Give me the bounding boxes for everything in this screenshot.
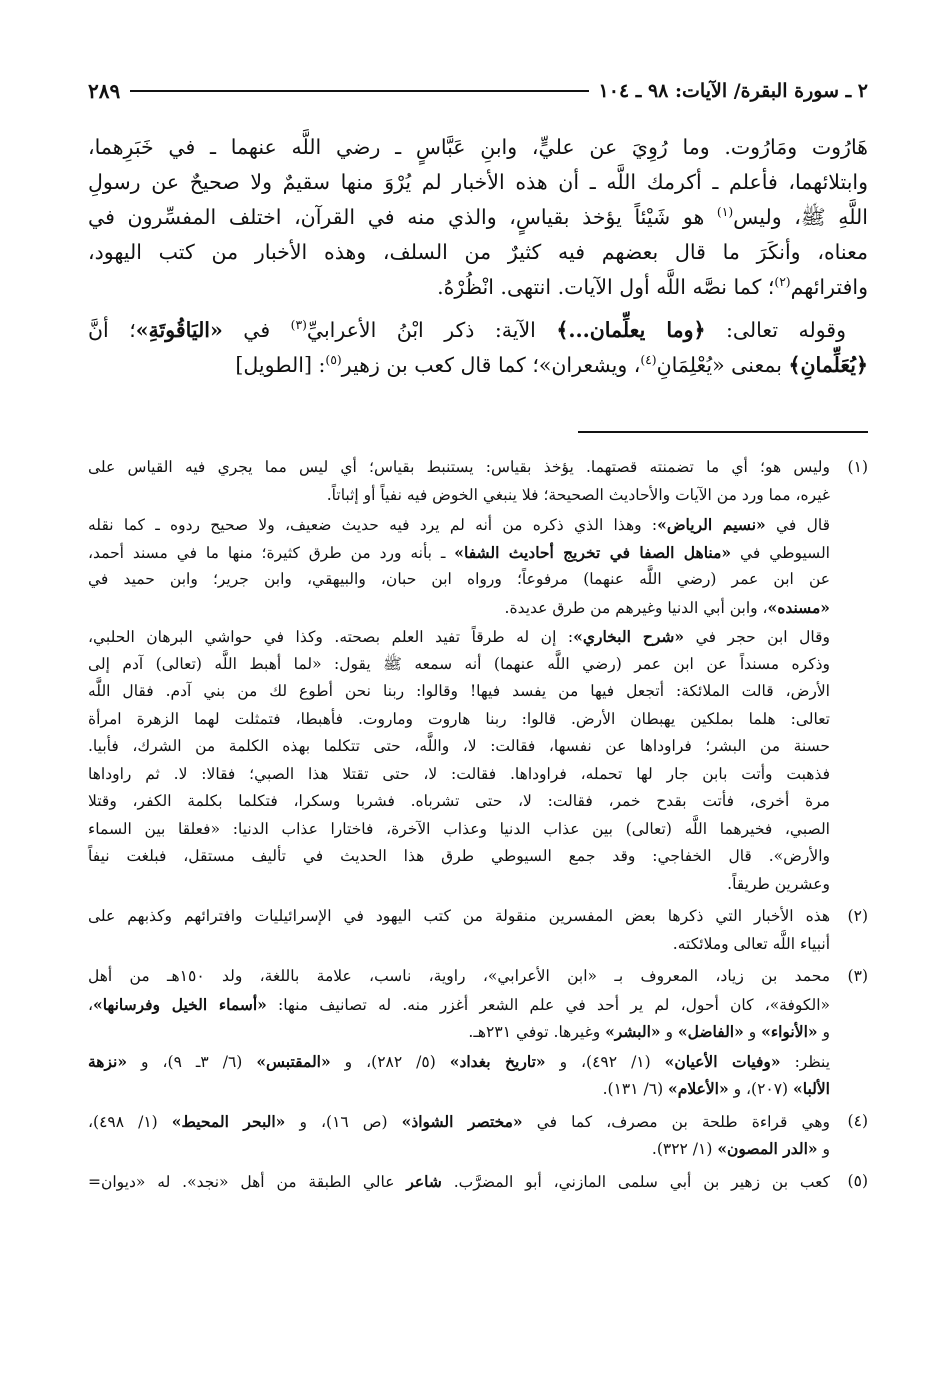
text-run: حسنة من البشر؛ فراوداها عن نفسها، فقالت: لا، واللَّه، حتى تتكلما بهذه الكلمة من الشرك، فأبيا.	[88, 737, 830, 755]
page-header	[88, 76, 868, 106]
text-run: و	[817, 1023, 830, 1041]
bold-title: «أسماء الخيل وفرسانها»	[93, 994, 267, 1014]
text-line	[88, 761, 830, 789]
footnote-number: (٣)	[847, 967, 868, 985]
text-line	[88, 1018, 830, 1046]
text-run: (ص ١٦)، و	[285, 1112, 402, 1131]
text-line	[88, 816, 830, 844]
text-run: قال في	[765, 516, 830, 534]
main-text	[88, 130, 868, 383]
header-rule	[130, 90, 588, 92]
text-run: عالي الطبقة من أهل «نجد». له «ديوان=	[88, 1172, 407, 1191]
text-run: تعالى: هلما بملكين يهبطان الأرض. قالوا: ربنا هاروت وماروت. فأهبطا، فتمثلت لهما الزهرة امرأة	[88, 709, 830, 728]
text-run: (٢٠٧)، و	[728, 1080, 794, 1098]
text-line	[88, 511, 830, 539]
text-line	[88, 348, 868, 383]
text-run: وقال ابن حجر في	[684, 628, 831, 646]
text-run: (١/ ٤٩٢)، و	[545, 1052, 665, 1071]
text-run: و	[743, 1023, 762, 1041]
text-run: والأرض». قال الخفاجي: وقد جمع السيوطي طرق هذا الحديث في تأليف مستقل، فبلغت نيفاً	[88, 847, 830, 865]
text-line	[88, 454, 830, 482]
text-run: (٥/ ٢٨٢)، و	[330, 1052, 450, 1071]
text-line	[88, 733, 830, 761]
text-run: غيره، مما ورد من الآيات والأحاديث الصحيحة؛ فلا ينبغي الخوض فيه نفياً أو إثباتاً.	[326, 485, 830, 504]
text-line	[88, 651, 830, 679]
text-line	[88, 130, 868, 165]
footnote	[88, 1108, 868, 1163]
text-run: هذه الأخبار التي ذكرها بعض المفسرين منقولة من كتب اليهود في الإسرائيليات وافترائهم وكذبهم على	[88, 907, 830, 925]
text-run: وعشرين طريقاً.	[727, 874, 830, 893]
bold-title: «مسنده»	[767, 597, 830, 617]
text-run: ، وابن أبي الدنيا وغيرهم من طرق عديدة.	[504, 598, 768, 617]
footnote-ref: (١)	[716, 205, 734, 220]
text-run: هو شَيْئاً يؤخذ بقياسٍ، والذي منه في القرآن، اختلف المفسِّرون في	[88, 205, 717, 229]
bold-title: «الأنواء»	[761, 1022, 818, 1041]
text-run: (١/ ٤٩٨)،	[88, 1112, 172, 1131]
bold-title: «مختصر الشواذ»	[401, 1111, 523, 1131]
text-run: وليس هو؛ أي ما تضمنته قصتهما. يؤخذ بقياس: يستنبط بقياس؛ أي ليس مما يجري فيه القياس على	[88, 458, 830, 476]
text-line	[88, 482, 830, 510]
text-line	[88, 623, 830, 651]
bold-title: «نسيم الرياض»	[657, 515, 766, 534]
text-line	[88, 788, 830, 816]
footnote-paragraph	[88, 623, 830, 898]
text-line	[88, 963, 830, 991]
text-run: كعب بن زهير بن أبي سلمى المازني، أبو المضرَّب.	[441, 1172, 830, 1191]
bold-title: «البشر»	[605, 1022, 661, 1041]
text-run: ؛ كما نصَّه اللَّه أول الآيات. انتهى. انْظُرْهُ.	[437, 275, 775, 299]
paragraph	[88, 313, 868, 383]
bold-title: «الأعلام»	[668, 1079, 729, 1098]
text-run: في	[222, 318, 291, 342]
text-run: ـ بأنه ورد من طرق كثيرة؛ منها ما في مسند أحمد،	[88, 543, 455, 562]
text-run: أنبياء اللَّه تعالى وملائكته.	[672, 934, 830, 953]
footnote	[88, 454, 868, 898]
text-run: (٦/ ١٣١).	[602, 1080, 669, 1098]
text-line	[88, 594, 830, 622]
footnote-ref: (٣)	[290, 318, 307, 333]
text-run: هَارُوت ومَارُوت. وما رُوِيَ عن عليٍّ، وابنِ عَبَّاسٍ ـ رضي اللَّه عنهما ـ في خَبَرِهما،	[88, 135, 868, 159]
bold-title: ﴿يُعَلِّمانِ﴾	[788, 353, 868, 377]
text-line	[88, 706, 830, 734]
text-run: : [الطويل]	[235, 353, 326, 377]
bold-title: «اليَاقُوتَةِ»	[135, 318, 223, 342]
text-run: وهي قراءة طلحة بن مصرف، كما في	[522, 1112, 831, 1131]
text-line	[88, 539, 830, 567]
footnote-paragraph	[88, 1108, 830, 1163]
paragraph	[88, 130, 868, 305]
text-run: الصبي، فخيرهما اللَّه (تعالى) بين عذاب الدنيا وعذاب الآخرة، فاختارا عذاب الدنيا: «فعلقا بين السماء	[88, 819, 830, 838]
bold-title: «نزهة	[88, 1051, 128, 1071]
text-run: فذهبت وأتت بابن جار لها تحمله، فراوداها. فقالت: لا، حتى تقتلا هذا الصبي؛ فقالا: لا. ثم راوداها	[88, 764, 830, 783]
footnote-body	[88, 1108, 830, 1163]
bold-title: «الدر المصون»	[717, 1139, 818, 1158]
bold-title: الألبا»	[793, 1079, 830, 1098]
footnotes	[88, 454, 868, 1200]
footnote-number: (١)	[847, 458, 868, 476]
text-line	[88, 1168, 830, 1196]
text-line	[88, 566, 830, 594]
text-run: بمعنى «يُعْلِمَانِ	[656, 353, 789, 377]
text-run: الآية: ذكر ابْنُ الأعرابيِّ	[306, 318, 557, 342]
text-run: وافترائهم	[790, 275, 868, 299]
text-run: : وهذا الذي ذكره من أنه لم يرد فيه حديث ضعيف، ولا صحيح ردوه ـ كما نقله	[88, 516, 658, 534]
bold-title: «البحر المحيط»	[171, 1111, 286, 1131]
text-run: (١/ ٣٢٢).	[651, 1140, 718, 1158]
bold-title: ﴿وما يعلِّمان...﴾	[556, 318, 706, 342]
text-line	[88, 1075, 830, 1103]
bold-title: «وفيات الأعيان»	[664, 1051, 781, 1071]
text-line	[88, 871, 830, 899]
text-run: : إن له طرقاً تفيد العلم بصحته. وكذا في حواشي البرهان الحلبي،	[88, 628, 574, 646]
text-line	[88, 678, 830, 706]
footnote-paragraph	[88, 454, 830, 509]
page-number: ٢٨٩	[88, 79, 121, 103]
footnote-paragraph	[88, 511, 830, 621]
text-line	[88, 1108, 830, 1136]
footnote	[88, 903, 868, 958]
text-run: و	[817, 1140, 830, 1158]
bold-title: «الفاضل»	[677, 1022, 744, 1041]
text-line	[88, 235, 868, 270]
text-run: وقوله تعالى:	[705, 318, 847, 342]
text-run: ، ويشعران»؛ كما قال كعب بن زهير	[341, 353, 641, 377]
footnote-ref: (٥)	[325, 353, 342, 368]
footnote-body	[88, 1168, 830, 1196]
footnote-body	[88, 903, 830, 958]
text-line	[88, 200, 868, 235]
text-run: وغيرها. توفي ٢٣١هـ.	[468, 1023, 606, 1041]
footnote-paragraph	[88, 1048, 830, 1103]
text-line	[88, 165, 868, 200]
footnote-body	[88, 454, 830, 898]
footnote-paragraph	[88, 963, 830, 1046]
text-line	[88, 843, 830, 871]
bold-title: «تاريخ بغداد»	[449, 1051, 546, 1071]
text-run: «الكوفة»، كان أحول، لم ير أحد في علم الشعر أغزر منه. له تصانيف منها:	[266, 995, 830, 1014]
footnote-separator	[578, 431, 868, 433]
text-run: عن ابن عمر (رضي اللَّه عنهما) مرفوعاً؛ ورواه ابن حبان، والبيهقي، وابن جرير؛ وابن حميد في	[88, 570, 830, 588]
footnote-ref: (٢)	[774, 275, 791, 290]
text-line	[88, 903, 830, 931]
footnote	[88, 1168, 868, 1196]
footnote-paragraph	[88, 1168, 830, 1196]
bold-title: شاعر	[406, 1171, 442, 1191]
text-run: ،	[88, 995, 94, 1014]
text-run: (٦/ ٣ـ ٩)، و	[127, 1052, 257, 1071]
footnote	[88, 963, 868, 1103]
text-run: اللَّهِ ﷺ، وليس	[733, 205, 868, 229]
text-run: محمد بن زياد، المعروف بـ «ابن الأعرابي»، راوية، ناسب، علامة باللغة، ولد ١٥٠هـ من أهل	[88, 967, 830, 985]
text-line	[88, 1135, 830, 1163]
footnote-paragraph	[88, 903, 830, 958]
text-run: ؛ أنَّ	[88, 318, 136, 342]
text-run: ينظر:	[780, 1052, 831, 1071]
text-run: الأرض، قالت الملائكة: أتجعل فيها من يفسد فيها! وقالوا: ربنا نحن أطوع لك من بني آدم. فقال اللَّه	[88, 682, 830, 700]
bold-title: «مناهل الصفا في تخريج أحاديث الشفا»	[454, 542, 732, 562]
text-run: وابتلائهما، فأعلم ـ أكرمك اللَّه ـ أن هذه الأخبار لم يُرْوَ منها سقيمٌ ولا صحيحٌ عن رسولِ	[88, 170, 868, 194]
footnote-number: (٤)	[847, 1111, 868, 1130]
text-line	[88, 1048, 830, 1076]
text-run: وذكره مسنداً عن ابن عمر (رضي اللَّه عنهما) أنه سمعه ﷺ يقول: «لما أهبط اللَّه (تعالى) آدم إلى	[88, 654, 830, 673]
bold-title: «المقتبس»	[256, 1051, 331, 1071]
text-run: معناه، وأنكَرَ ما قال بعضهم فيه كثيرٌ من السلف، وهذه الأخبار من كتب اليهود،	[88, 240, 868, 264]
text-line	[88, 270, 868, 305]
text-run: مرة أخرى، فأتت بقدح خمر، فقالت: لا، حتى تشرباه. فشربا وسكرا، فتكلما بكلمة الكفر، وقتلا	[88, 792, 830, 810]
footnote-body	[88, 963, 830, 1103]
footnote-number: (٥)	[847, 1171, 868, 1190]
footnote-number: (٢)	[847, 907, 868, 925]
bold-title: «شرح البخاري»	[573, 627, 685, 646]
text-line	[88, 931, 830, 959]
text-line	[88, 991, 830, 1019]
text-run: السيوطي في	[731, 543, 830, 562]
text-run: و	[660, 1023, 678, 1041]
running-title: ٢ ـ سورة البقرة/ الآيات: ٩٨ ـ ١٠٤	[598, 80, 868, 102]
footnote-ref: (٤)	[640, 353, 657, 368]
text-line	[88, 313, 868, 348]
